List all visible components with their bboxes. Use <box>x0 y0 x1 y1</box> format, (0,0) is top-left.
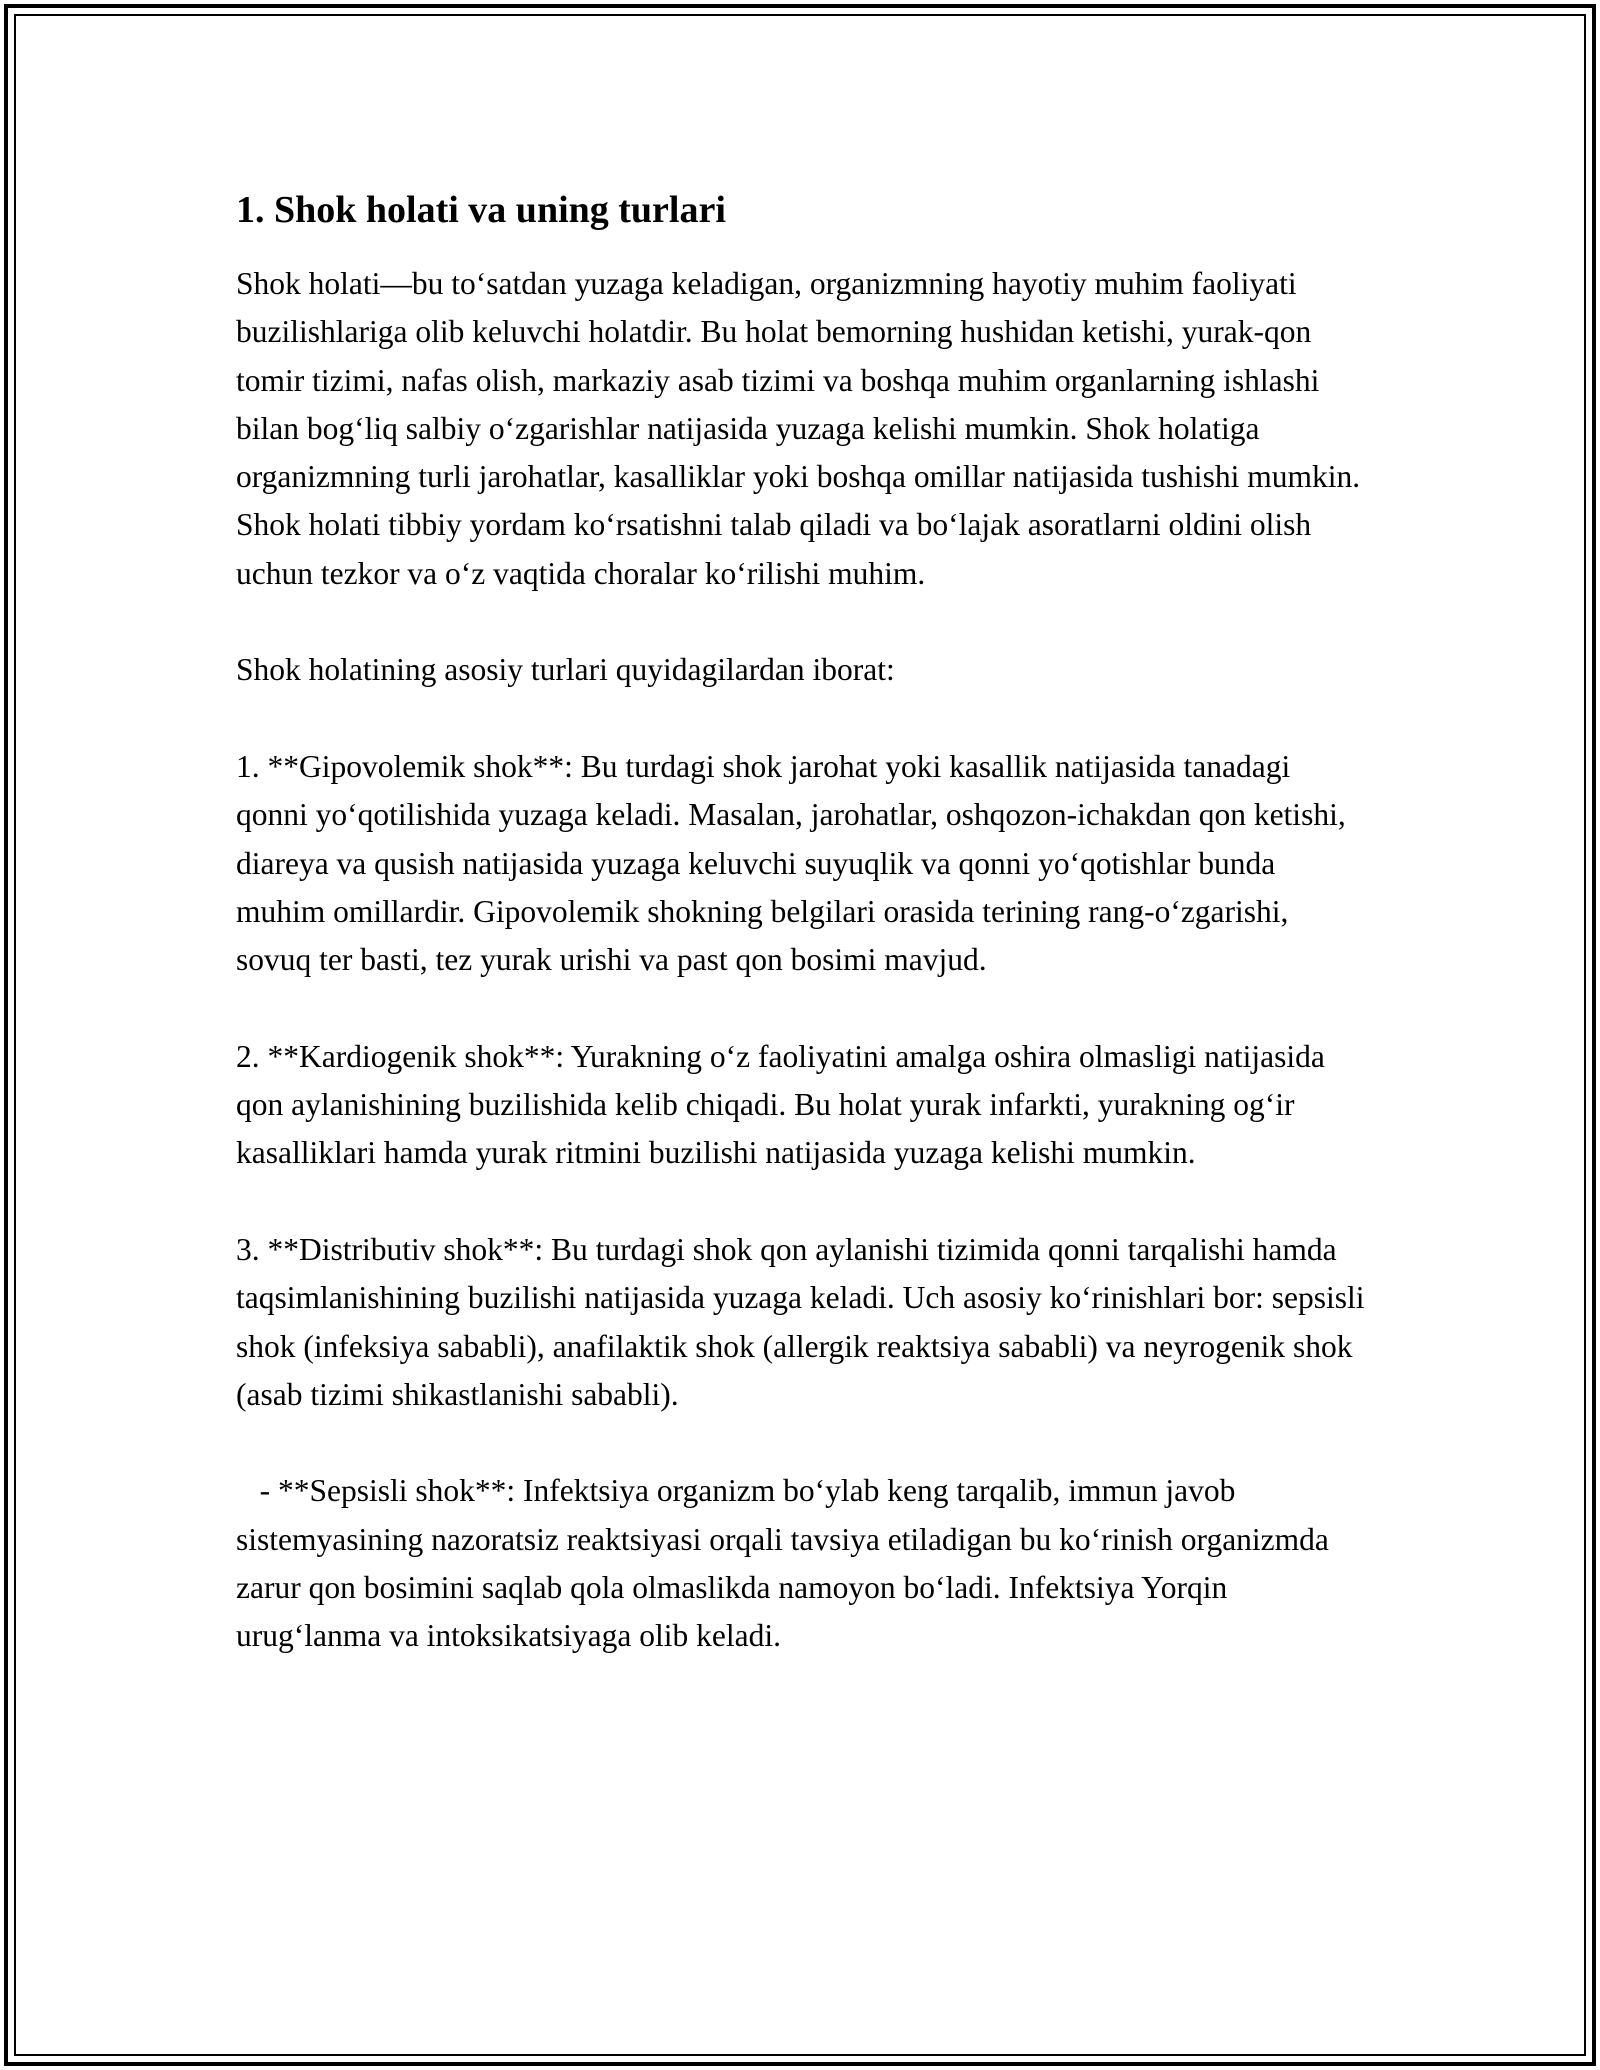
paragraph-cardiogenic-shock: 2. **Kardiogenik shok**: Yurakning o‘z faoliyatini amalga oshira olmasligi natijasida qon aylanishining buzilishida kelib chiqadi. Bu holat yurak infarkti, yurakning og‘ir kasalliklari hamda yurak ritmini buzilishi natijasida yuzaga kelishi mumkin. <box>236 1038 1325 1171</box>
document-body <box>236 185 1366 1661</box>
page-title: 1. Shok holati va uning turlari <box>236 189 726 231</box>
paragraph-intro: Shok holati—bu to‘satdan yuzaga keladigan, organizmning hayotiy muhim faoliyati buzilishlariga olib keluvchi holatdir. Bu holat bemorning hushidan ketishi, yurak-qon tomir tizimi, nafas olish, markaziy asab tizimi va boshqa muhim organlarning ishlashi bilan bog‘liq salbiy o‘zgarishlar natijasida yuzaga kelishi mumkin. Shok holatiga organizmning turli jarohatlar, kasalliklar yoki boshqa omillar natijasida tushishi mumkin. Shok holati tibbiy yordam ko‘rsatishni talab qiladi va bo‘lajak asoratlarni oldini olish uchun tezkor va o‘z vaqtida choralar ko‘rilishi muhim. <box>236 266 1361 591</box>
paragraph-types-heading: Shok holatining asosiy turlari quyidagilardan iborat: <box>236 652 895 688</box>
paragraph-distributive-shock: 3. **Distributiv shok**: Bu turdagi shok qon aylanishi tizimida qonni tarqalishi hamda taqsimlanishining buzilishi natijasida yuzaga keladi. Uch asosiy ko‘rinishlari bor: sepsisli shok (infeksiya sababli), anafilaktik shok (allergik reaktsiya sababli) va neyrogenik shok (asab tizimi shikastlanishi sababli). <box>236 1231 1365 1412</box>
paragraph-hypovolemic-shock: 1. **Gipovolemik shok**: Bu turdagi shok jarohat yoki kasallik natijasida tanadagi qonni yo‘qotilishida yuzaga keladi. Masalan, jarohatlar, oshqozon-ichakdan qon ketishi, diareya va qusish natijasida yuzaga keluvchi suyuqlik va qonni yo‘qotishlar bunda muhim omillardir. Gipovolemik shokning belgilari orasida terining rang-o‘zgarishi, sovuq ter basti, tez yurak urishi va past qon bosimi mavjud. <box>236 748 1346 978</box>
paragraph-septic-shock: - **Sepsisli shok**: Infektsiya organizm bo‘ylab keng tarqalib, immun javob sistemyasining nazoratsiz reaktsiyasi orqali tavsiya etiladigan bu ko‘rinish organizmda zarur qon bosimini saqlab qola olmaslikda namoyon bo‘ladi. Infektsiya Yorqin urug‘lanma va intoksikatsiyaga olib keladi. <box>236 1473 1337 1654</box>
